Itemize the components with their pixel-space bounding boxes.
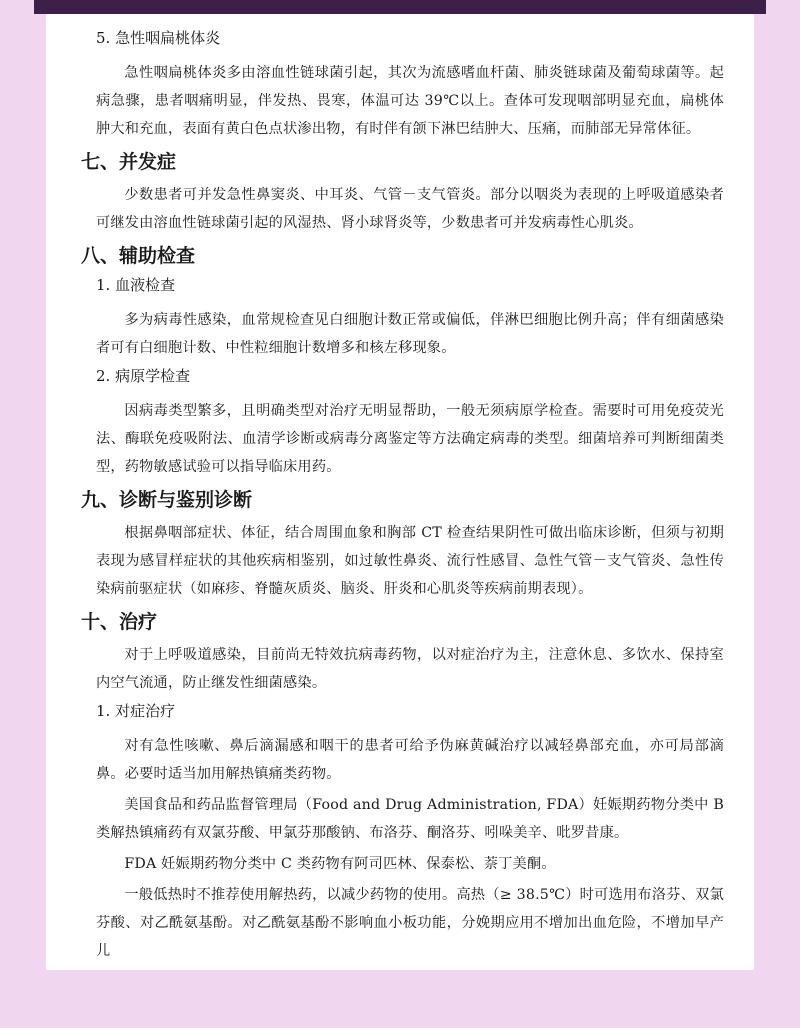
paragraph: 少数患者可并发急性鼻窦炎、中耳炎、气管－支气管炎。部分以咽炎为表现的上呼吸道感染者可继发由溶血性链球菌引起的风湿热、肾小球肾炎等，少数患者可并发病毒性心肌炎。 [96,187,724,231]
subheading-etiology-test: 2. 病原学检查 [96,367,191,385]
paragraph: 对于上呼吸道感染，目前尚无特效抗病毒药物，以对症治疗为主，注意休息、多饮水、保持室内空气流通，防止继发性细菌感染。 [96,647,724,691]
section-heading-treatment: 十、治疗 [81,611,158,633]
paragraph: 多为病毒性感染，血常规检查见白细胞计数正常或偏低，伴淋巴细胞比例升高；伴有细菌感染者可有白细胞计数、中性粒细胞计数增多和核左移现象。 [96,312,724,356]
section-heading-auxiliary-exams: 八、辅助检查 [81,245,196,267]
top-border-bar [34,0,766,14]
subheading-acute-pharyngotonsillitis: 5. 急性咽扁桃体炎 [96,29,221,47]
subheading-blood-test: 1. 血液检查 [96,276,176,294]
subheading-symptomatic-treatment: 1. 对症治疗 [96,702,176,720]
section-heading-diagnosis: 九、诊断与鉴别诊断 [81,489,253,511]
paragraph: 一般低热时不推荐使用解热药，以减少药物的使用。高热（≥ 38.5℃）时可选用布洛芬、双氯芬酸、对乙酰氨基酚。对乙酰氨基酚不影响血小板功能，分娩期应用不增加出血危险，不增加早产儿 [96,887,724,959]
paragraph: 急性咽扁桃体炎多由溶血性链球菌引起，其次为流感嗜血杆菌、肺炎链球菌及葡萄球菌等。起病急骤，患者咽痛明显，伴发热、畏寒，体温可达 39℃以上。查体可发现咽部明显充血，扁桃体肿大和充血，表面有黄白色点状渗出物，有时伴有颌下淋巴结肿大、压痛，而肺部无异常体征。 [96,65,724,137]
paragraph: 对有急性咳嗽、鼻后滴漏感和咽干的患者可给予伪麻黄碱治疗以减轻鼻部充血，亦可局部滴鼻。必要时适当加用解热镇痛类药物。 [96,738,724,782]
paragraph: 根据鼻咽部症状、体征，结合周围血象和胸部 CT 检查结果阴性可做出临床诊断，但须与初期表现为感冒样症状的其他疾病相鉴别，如过敏性鼻炎、流行性感冒、急性气管－支气管炎、急性传染病前驱症状（如麻疹、脊髓灰质炎、脑炎、肝炎和心肌炎等疾病前期表现）。 [96,525,724,597]
section-heading-complications: 七、并发症 [81,151,177,173]
paragraph: FDA 妊娠期药物分类中 C 类药物有阿司匹林、保泰松、萘丁美酮。 [124,856,556,872]
paragraph: 因病毒类型繁多，且明确类型对治疗无明显帮助，一般无须病原学检查。需要时可用免疫荧光法、酶联免疫吸附法、血清学诊断或病毒分离鉴定等方法确定病毒的类型。细菌培养可判断细菌类型，药物敏感试验可以指导临床用药。 [96,403,724,475]
paragraph: 美国食品和药品监督管理局（Food and Drug Administration, FDA）妊娠期药物分类中 B 类解热镇痛药有双氯芬酸、甲氯芬那酸钠、布洛芬、酮洛芬、吲哚美辛、吡罗昔康。 [96,797,724,841]
document-page [46,14,754,970]
